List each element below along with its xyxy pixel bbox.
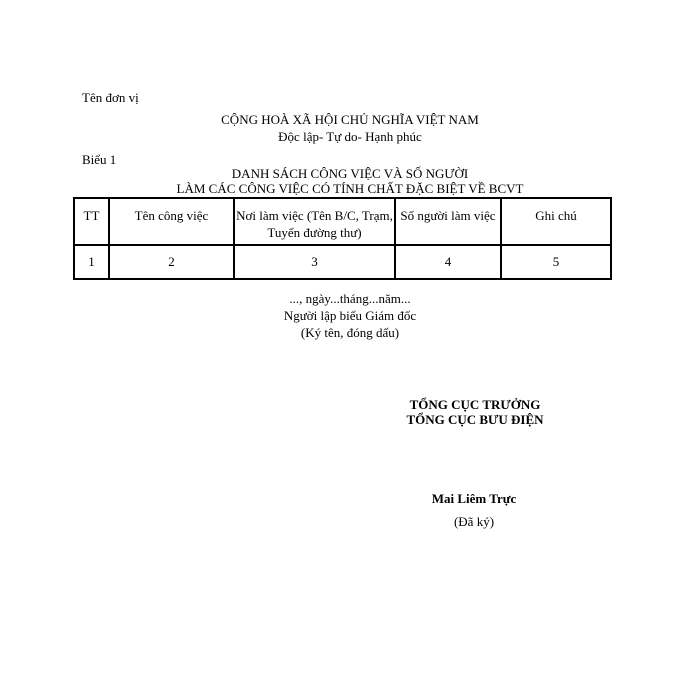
signer-title-line2: TỔNG CỤC BƯU ĐIỆN xyxy=(406,412,544,427)
table-cell: 3 xyxy=(234,245,395,279)
table-row xyxy=(74,245,611,279)
motto: Độc lập- Tự do- Hạnh phúc xyxy=(278,129,422,144)
column-header-job-name: Tên công việc xyxy=(109,198,234,245)
sign-note: (Ký tên, đóng dấu) xyxy=(300,325,400,340)
nation-heading: CỘNG HOÀ XÃ HỘI CHỦ NGHĨA VIỆT NAM xyxy=(221,112,479,127)
column-header-worker-count: Số người làm việc xyxy=(395,198,501,245)
column-header-workplace: Nơi làm việc (Tên B/C, Trạm, Tuyến đường thư) xyxy=(234,198,395,245)
signer-title-line1: TỔNG CỤC TRƯỞNG xyxy=(409,397,541,412)
document-title-line1: DANH SÁCH CÔNG VIỆC VÀ SỐ NGƯỜI xyxy=(231,166,469,181)
document-title-line2: LÀM CÁC CÔNG VIỆC CÓ TÍNH CHẤT ĐẶC BIỆT VỀ BCVT xyxy=(176,181,524,196)
date-line: ..., ngày...tháng...năm... xyxy=(289,291,411,306)
table-cell: 1 xyxy=(74,245,109,279)
signer-name: Mai Liêm Trực xyxy=(431,491,517,506)
prepared-by-line: Người lập biểu Giám đốc xyxy=(283,308,417,323)
table-cell: 5 xyxy=(501,245,611,279)
column-header-notes: Ghi chú xyxy=(501,198,611,245)
signed-status: (Đã ký) xyxy=(453,514,495,529)
unit-name: Tên đơn vị xyxy=(82,90,139,105)
work-list-table xyxy=(73,197,612,280)
column-header-tt: TT xyxy=(74,198,109,245)
table-cell: 2 xyxy=(109,245,234,279)
form-label: Biểu 1 xyxy=(82,152,117,167)
table-cell: 4 xyxy=(395,245,501,279)
table-header-row xyxy=(74,198,611,245)
